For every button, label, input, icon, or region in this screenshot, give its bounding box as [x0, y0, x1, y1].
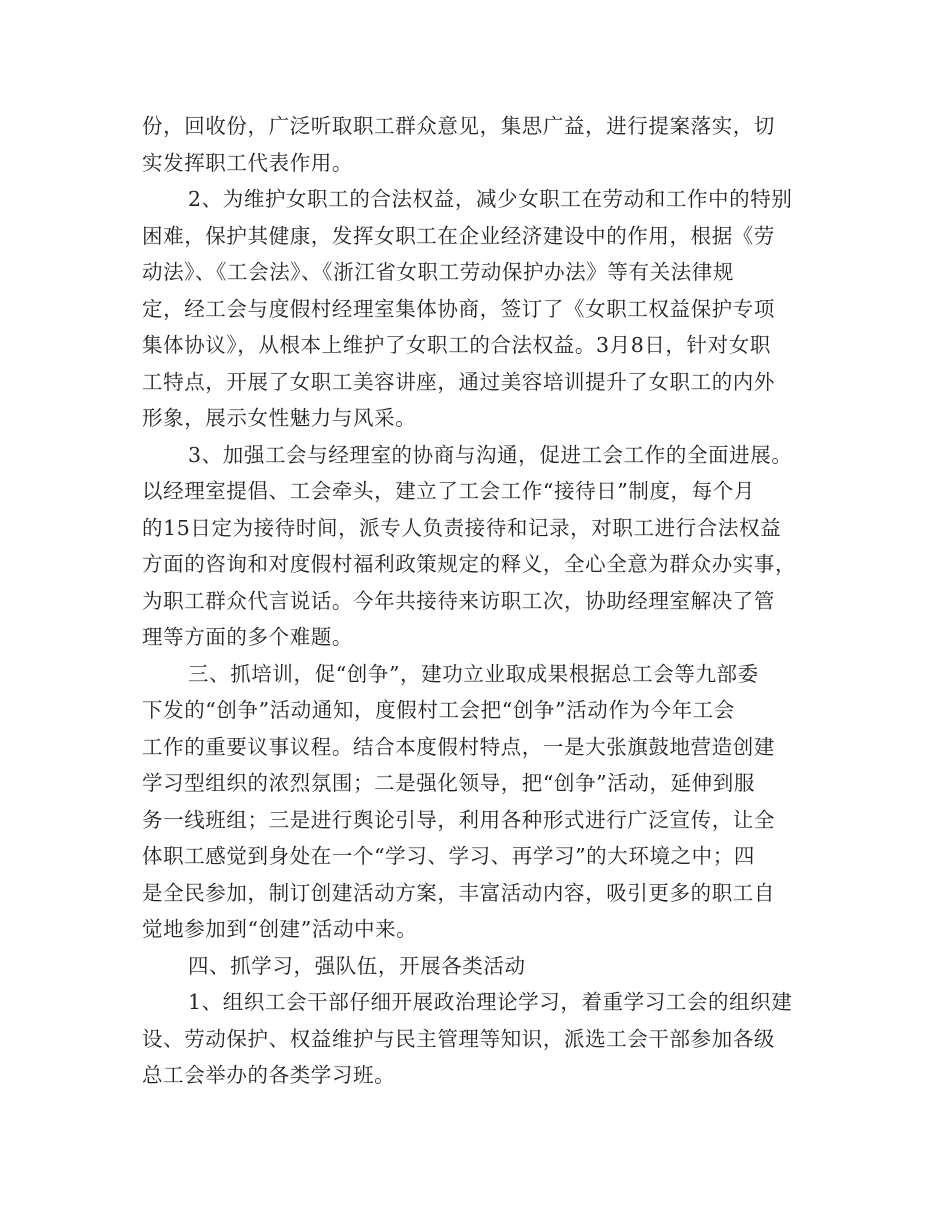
text-line: 困难，保护其健康，发挥女职工在企业经济建设中的作用，根据《劳 [142, 223, 775, 248]
text-line: 形象，展示女性魅力与风采。 [142, 406, 417, 430]
text-line: 学习型组织的浓烈氛围；二是强化领导，把“创争”活动，延伸到服 [142, 771, 755, 795]
text-line: 工特点，开展了女职工美容讲座，通过美容培训提升了女职工的内外 [142, 369, 775, 394]
text-line: 工作的重要议事议程。结合本度假村特点，一是大张旗鼓地营造创建 [142, 734, 775, 759]
text-line: 份，回收份，广泛听取职工群众意见，集思广益，进行提案落实，切 [142, 114, 775, 138]
paragraph-start-line: 1、组织工会干部仔细开展政治理论学习，着重学习工会的组织建 [188, 990, 793, 1014]
paragraph-start-line: 3、加强工会与经理室的协商与沟通，促进工会工作的全面进展。 [188, 442, 793, 467]
text-line: 集体协议》，从根本上维护了女职工的合法权益。3月8日，针对女职 [142, 333, 771, 357]
text-line: 实发挥职工代表作用。 [142, 150, 353, 175]
paragraph-start-line: 2、为维护女职工的合法权益，减少女职工在劳动和工作中的特别 [188, 187, 793, 211]
text-line: 务一线班组；三是进行舆论引导，利用各种形式进行广泛宣传，让全 [142, 807, 775, 832]
section-heading-line: 四、抓学习，强队伍，开展各类活动 [188, 953, 526, 978]
text-line: 体职工感觉到身处在一个“学习、学习、再学习”的大环境之中；四 [142, 844, 755, 868]
text-line: 为职工群众代言说话。今年共接待来访职工次，协助经理室解决了管 [142, 588, 775, 613]
text-line: 定，经工会与度假村经理室集体协商，签订了《女职工权益保护专项 [142, 296, 775, 321]
text-line: 设、劳动保护、权益维护与民主管理等知识，派选工会干部参加各级 [142, 1026, 775, 1051]
text-line: 是全民参加，制订创建活动方案，丰富活动内容，吸引更多的职工自 [142, 880, 775, 905]
text-line: 以经理室提倡、工会牵头，建立了工会工作“接待日”制度，每个月 [142, 479, 755, 503]
text-line: 总工会举办的各类学习班。 [142, 1063, 396, 1087]
section-heading-line: 三、抓培训，促“创争”，建功立业取成果根据总工会等九部委 [188, 661, 759, 686]
text-line: 理等方面的多个难题。 [142, 625, 353, 649]
text-line: 的15日定为接待时间，派专人负责接待和记录，对职工进行合法权益 [142, 515, 782, 540]
text-line: 动法》、《工会法》、《浙江省女职工劳动保护办法》等有关法律规 [142, 260, 734, 284]
text-line: 觉地参加到“创建”活动中来。 [142, 917, 418, 941]
text-line: 方面的咨询和对度假村福利政策规定的释义，全心全意为群众办实事， [142, 552, 797, 576]
document-body [142, 108, 810, 1094]
text-line: 下发的“创争”活动通知，度假村工会把“创争”活动作为今年工会 [142, 698, 735, 722]
